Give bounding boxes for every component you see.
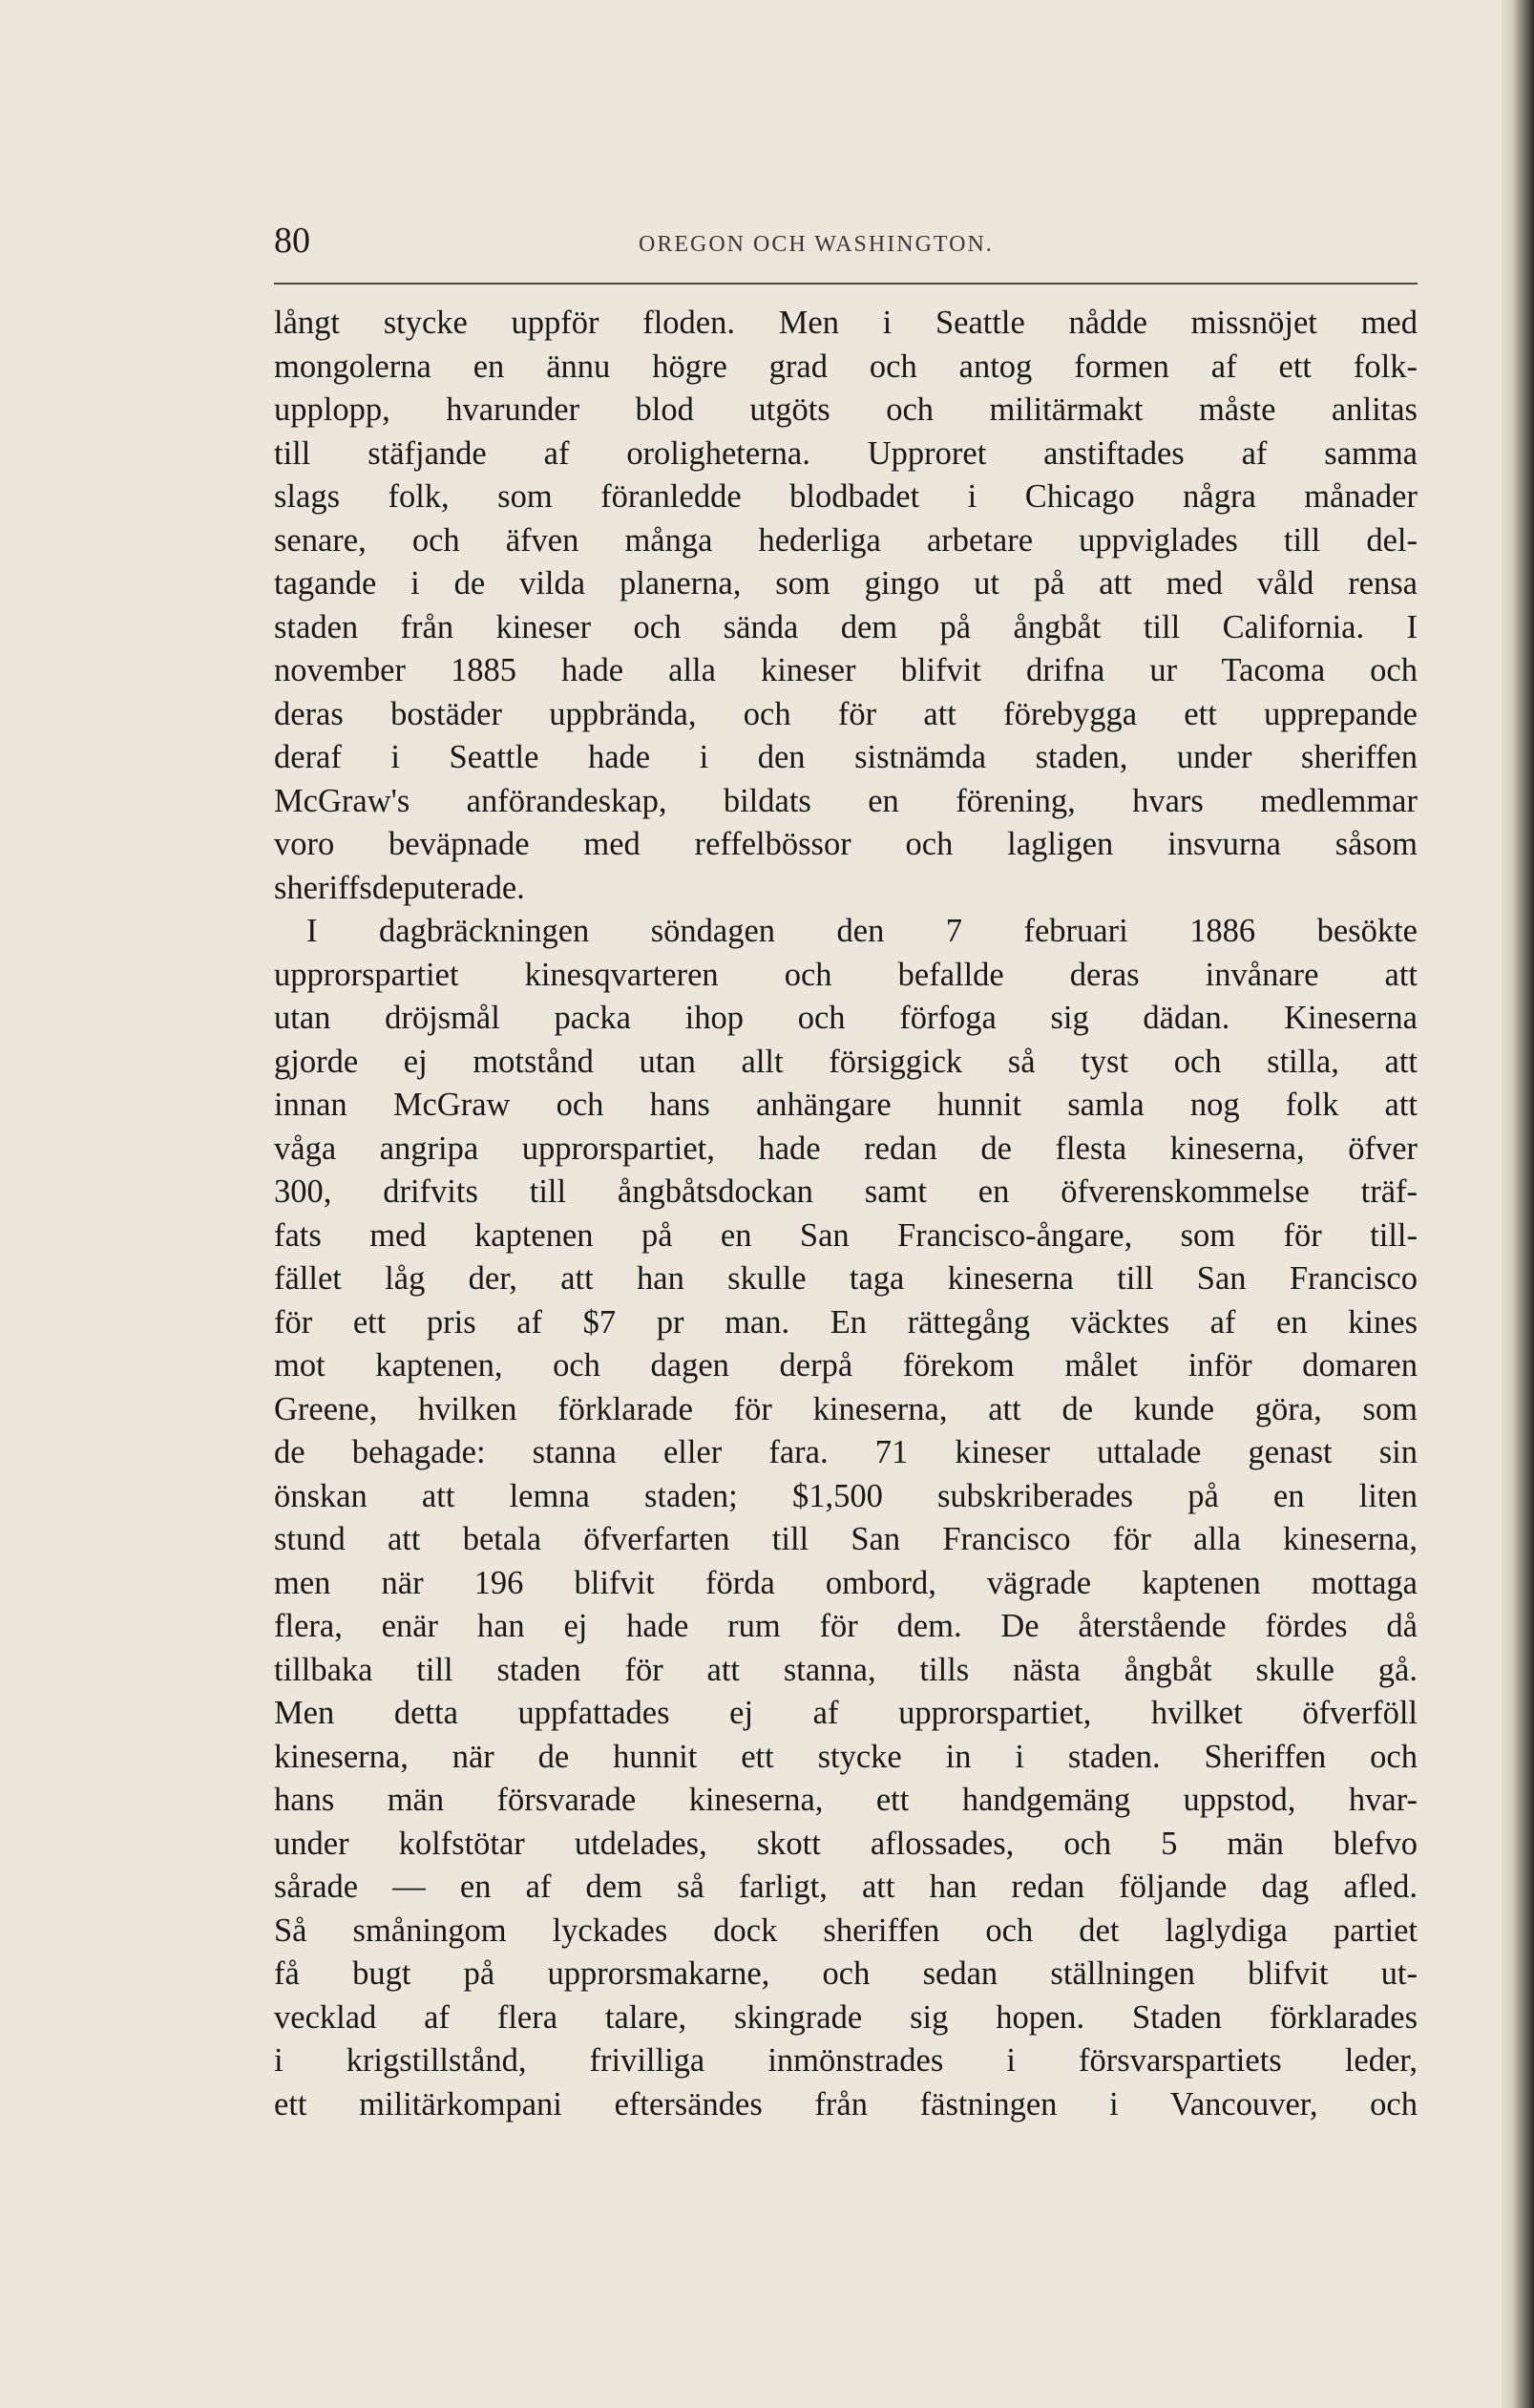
running-head: OREGON OCH WASHINGTON. — [639, 232, 994, 257]
text-line: sårade — en af dem så farligt, att han redan följande dag afled. — [274, 1869, 1418, 1905]
text-line: till stäfjande af oroligheterna. Upproret anstiftades af samma — [274, 434, 1418, 472]
text-line: 300, drifvits till ångbåtsdockan samt en öfverenskommelse träf- — [274, 1173, 1418, 1210]
text-line: de behagade: stanna eller fara. 71 kineser uttalade genast sin — [274, 1434, 1418, 1470]
text-line: tagande i de vilda planerna, som gingo ut på att med våld rensa — [274, 565, 1418, 602]
text-line: fället låg der, att han skulle taga kineserna till San Francisco — [274, 1260, 1418, 1297]
text-line: vecklad af flera talare, skingrade sig hopen. Staden förklarades — [274, 1998, 1418, 2036]
text-line: ett militärkompani eftersändes från fästningen i Vancouver, och — [274, 2085, 1418, 2123]
text-line: upplopp, hvarunder blod utgöts och militärmakt måste anlitas — [274, 391, 1418, 428]
text-line: fats med kaptenen på en San Francisco-ångare, som för till- — [274, 1216, 1418, 1254]
text-line: november 1885 hade alla kineser blifvit drifna ur Tacoma och — [274, 652, 1418, 688]
text-line: Greene, hvilken förklarade för kineserna, att de kunde göra, som — [274, 1390, 1418, 1427]
text-line: under kolfstötar utdelades, skott aflossades, och 5 män blefvo — [274, 1825, 1418, 1862]
text-line: innan McGraw och hans anhängare hunnit samla nog folk att — [274, 1087, 1418, 1123]
page-number: 80 — [274, 221, 310, 261]
text-line: för ett pris af $7 pr man. En rättegång väcktes af en kines — [274, 1303, 1418, 1341]
text-line: sheriffsdeputerade. — [274, 869, 525, 906]
text-line: McGraw's anförandeskap, bildats en förening, hvars medlemmar — [274, 782, 1418, 819]
text-line: i krigstillstånd, frivilliga inmönstrades i försvarspartiets leder, — [274, 2042, 1418, 2079]
text-line: få bugt på upprorsmakarne, och sedan ställningen blifvit ut- — [274, 1955, 1418, 1992]
text-line: hans män försvarade kineserna, ett handgemäng uppstod, hvar- — [274, 1782, 1418, 1818]
text-line: I dagbräckningen söndagen den 7 februari 1886 besökte — [306, 913, 1418, 949]
header-rule — [274, 283, 1418, 285]
page-binding-edge — [1502, 0, 1534, 2408]
text-line: mongolerna en ännu högre grad och antog formen af ett folk- — [274, 348, 1418, 385]
text-line: deras bostäder uppbrända, och för att förebygga ett upprepande — [274, 695, 1418, 732]
text-line: långt stycke uppför floden. Men i Seattle nådde missnöjet med — [274, 305, 1418, 341]
page-header — [274, 222, 1419, 279]
text-line: önskan att lemna staden; $1,500 subskriberades på en liten — [274, 1477, 1418, 1514]
text-line: tillbaka till staden för att stanna, tills nästa ångbåt skulle gå. — [274, 1651, 1418, 1688]
text-line: deraf i Seattle hade i den sistnämda staden, under sheriffen — [274, 739, 1418, 775]
text-line: voro beväpnade med reffelbössor och lagligen insvurna såsom — [274, 826, 1418, 862]
text-line: upprorspartiet kinesqvarteren och befallde deras invånare att — [274, 956, 1418, 993]
text-line: stund att betala öfverfarten till San Francisco för alla kineserna, — [274, 1521, 1418, 1557]
text-line: senare, och äfven många hederliga arbetare uppviglades till del- — [274, 521, 1418, 559]
text-line: kineserna, när de hunnit ett stycke in i staden. Sheriffen och — [274, 1738, 1418, 1775]
text-line: slags folk, som föranledde blodbadet i Chicago några månader — [274, 478, 1418, 515]
text-line: utan dröjsmål packa ihop och förfoga sig dädan. Kineserna — [274, 1000, 1418, 1036]
text-line: våga angripa upprorspartiet, hade redan de flesta kineserna, öfver — [274, 1130, 1418, 1167]
body-text — [274, 302, 1418, 2126]
text-line: Så småningom lyckades dock sheriffen och det laglydiga partiet — [274, 1912, 1418, 1949]
text-line: Men detta uppfattades ej af upprorspartiet, hvilket öfverföll — [274, 1695, 1418, 1731]
text-line: staden från kineser och sända dem på ångbåt till California. I — [274, 608, 1418, 645]
text-line: mot kaptenen, och dagen derpå förekom målet inför domaren — [274, 1347, 1418, 1384]
text-line: men när 196 blifvit förda ombord, vägrade kaptenen mottaga — [274, 1564, 1418, 1601]
text-line: gjorde ej motstånd utan allt försiggick så tyst och stilla, att — [274, 1043, 1418, 1080]
text-line: flera, enär han ej hade rum för dem. De återstående fördes då — [274, 1608, 1418, 1644]
